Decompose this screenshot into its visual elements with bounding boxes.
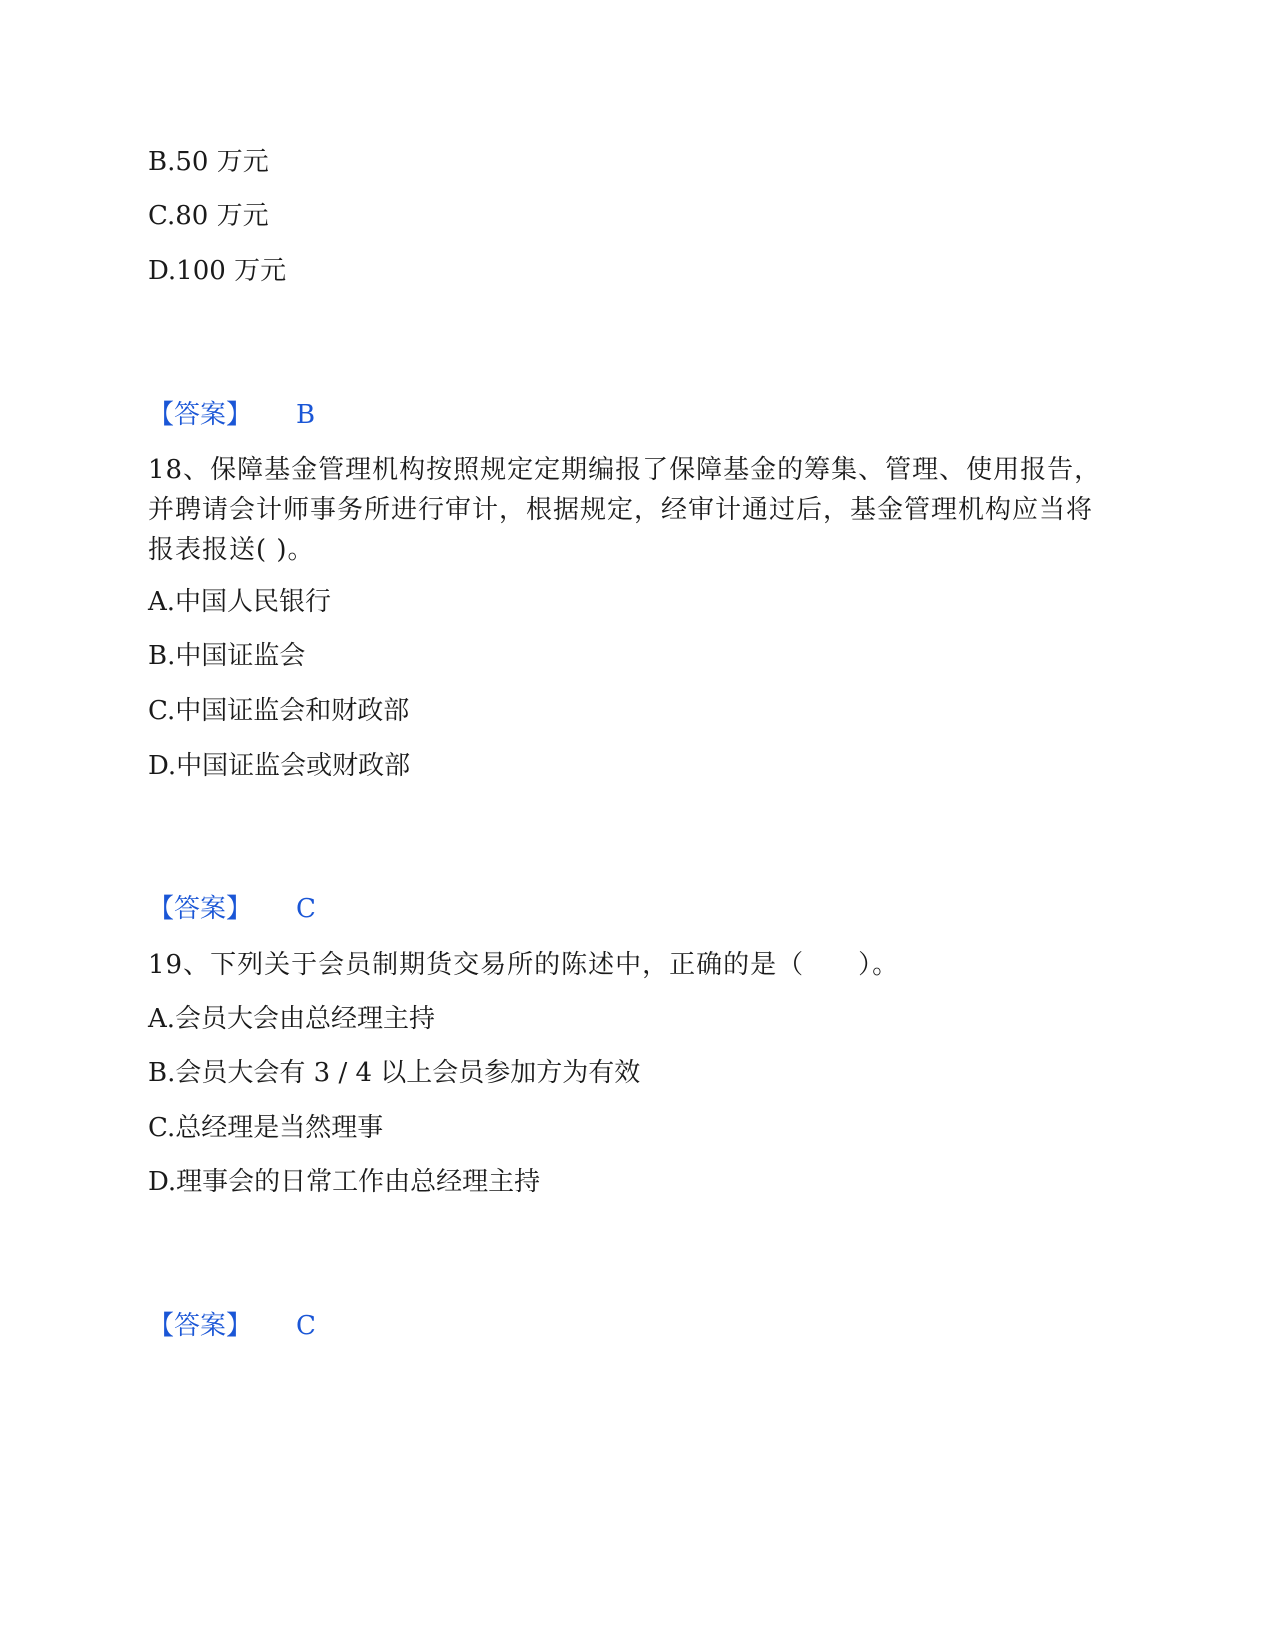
q19-option-c: C.总经理是当然理事: [148, 1113, 384, 1143]
answer-label: 【答案】: [148, 1311, 253, 1341]
q18-option-b: B.中国证监会: [148, 641, 306, 671]
q17-option-c: C.80 万元: [148, 201, 269, 231]
q18-question-text: 18、保障基金管理机构按照规定定期编报了保障基金的筹集、管理、使用报告，并聘请会计师事务所进行审计，根据规定，经审计通过后，基金管理机构应当将报表报送( )。: [148, 455, 1102, 565]
q19-option-d: D.理事会的日常工作由总经理主持: [148, 1167, 541, 1197]
q18-option-d: D.中国证监会或财政部: [148, 751, 411, 781]
answer-label: 【答案】: [148, 400, 253, 430]
q18-option-a: A.中国人民银行: [148, 587, 332, 617]
q19-answer: [148, 1311, 316, 1341]
q19-option-b: B.会员大会有 3 / 4 以上会员参加方为有效: [148, 1058, 641, 1088]
q17-option-d: D.100 万元: [148, 256, 287, 286]
q19-option-a: A.会员大会由总经理主持: [148, 1004, 436, 1034]
answer-value: B: [296, 400, 316, 430]
answer-value: C: [296, 894, 316, 924]
answer-value: C: [296, 1311, 316, 1341]
answer-label: 【答案】: [148, 894, 253, 924]
q18-answer: [148, 894, 316, 924]
q17-answer: [148, 400, 315, 430]
q18-option-c: C.中国证监会和财政部: [148, 696, 410, 726]
q19-question-text: 19、下列关于会员制期货交易所的陈述中，正确的是（ ）。: [148, 950, 900, 980]
q17-option-b: B.50 万元: [148, 147, 269, 177]
